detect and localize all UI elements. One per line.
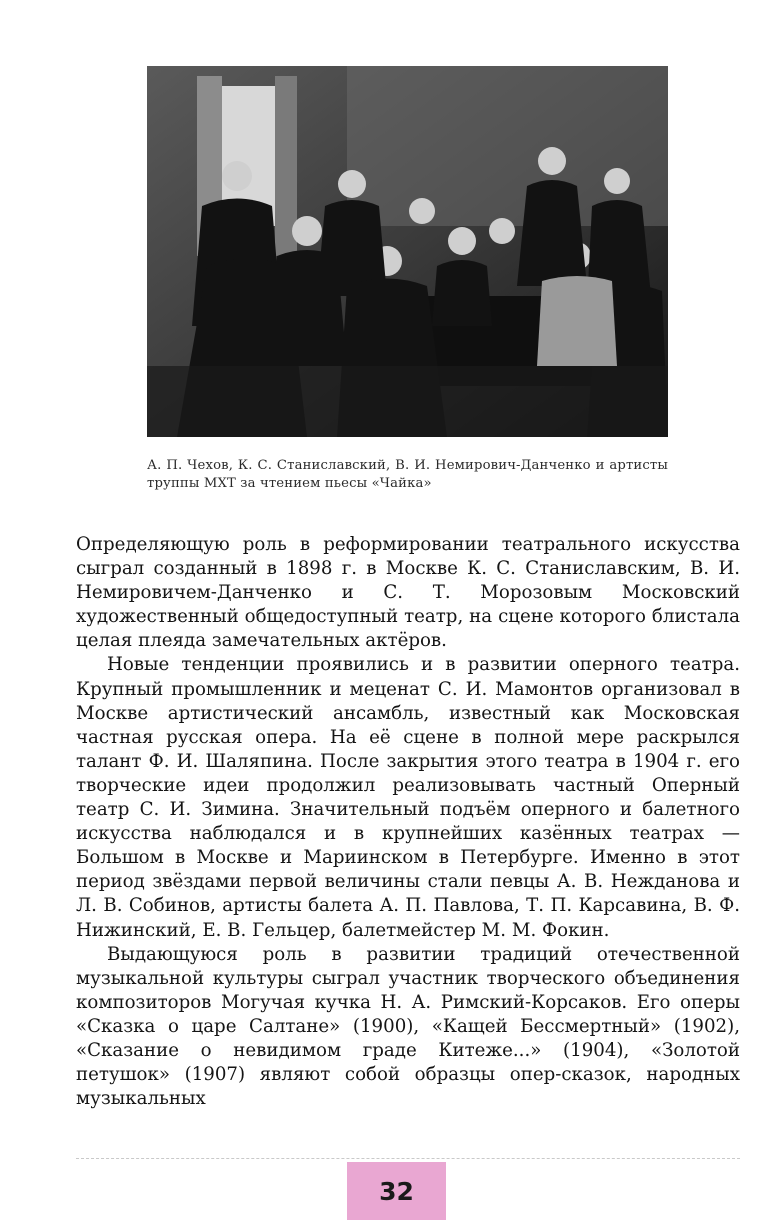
group-photo-icon (147, 66, 668, 437)
footer-divider (76, 1158, 740, 1159)
page-number: 32 (379, 1176, 414, 1206)
photo-caption: А. П. Чехов, К. С. Станиславский, В. И. Немирович-Данченко и артисты труппы МХТ за чтением пьесы «Чайка» (147, 458, 668, 491)
body-text (76, 533, 740, 1111)
paragraph-3: Выдающуюся роль в развитии традиций отечественной музыкальной культуры сыграл участник творческого объединения композиторов Могучая кучка Н. А. Римский-Корсаков. Его оперы «Сказка о царе Салтане» (1900), «Кащей Бессмертный» (1902), «Сказание о невидимом граде Китеже...» (1904), «Золотой петушок» (1907) являют собой образцы опер-сказок, народных музыкальных (76, 943, 740, 1110)
page-number-badge (347, 1162, 446, 1220)
paragraph-2: Новые тенденции проявились и в развитии оперного театра. Крупный промышленник и меценат С. И. Мамонтов организовал в Москве артистический ансамбль, известный как Московская частная русская опера. На её сцене в полной мере раскрылся талант Ф. И. Шаляпина. После закрытия этого театра в 1904 г. его творческие идеи продолжил реализовывать частный Оперный театр С. И. Зимина. Значительный подъём оперного и балетного искусства наблюдался и в крупнейших казённых театрах — Большом в Москве и Мариинском в Петербурге. Именно в этот период звёздами первой величины стали певцы А. В. Нежданова и Л. В. Собинов, артисты балета А. П. Павлова, Т. П. Карсавина, В. Ф. Нижинский, Е. В. Гельцер, балетмейстер М. М. Фокин. (76, 654, 740, 941)
group-photo (147, 66, 668, 437)
paragraph-1: Определяющую роль в реформировании театрального искусства сыграл созданный в 1898 г. в Москве К. С. Станиславским, В. И. Немировичем-Данченко и С. Т. Морозовым Московский художественный общедоступный театр, на сцене которого блистала целая плеяда замечательных актёров. (76, 534, 740, 652)
